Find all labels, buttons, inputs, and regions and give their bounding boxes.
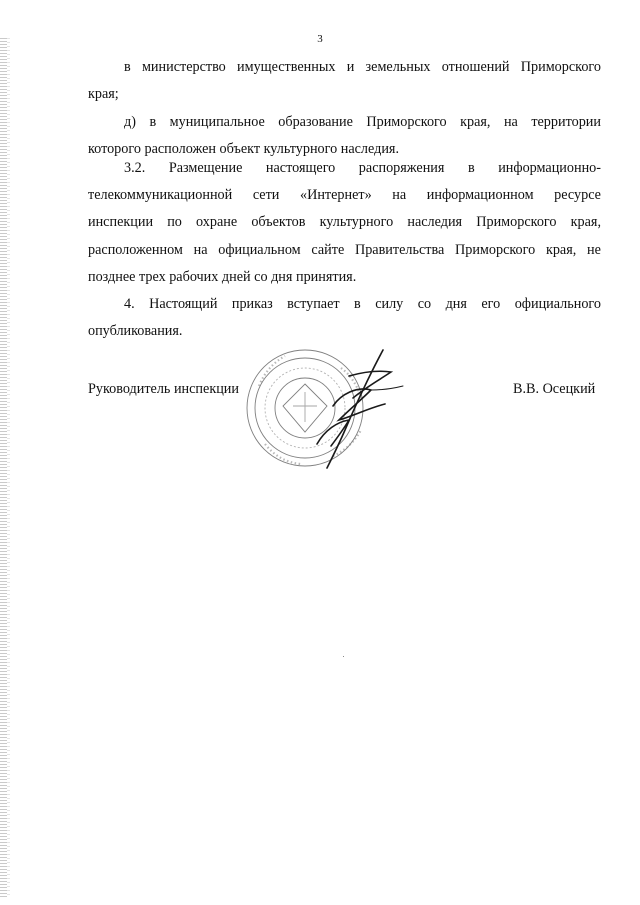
paragraph-line	[124, 296, 601, 313]
signer-name: В.В. Осецкий	[513, 381, 596, 397]
word: Приморского	[366, 114, 447, 130]
word: охране	[196, 214, 238, 230]
paragraph-line	[88, 214, 601, 231]
official-stamp-and-signature	[245, 346, 405, 476]
word: не	[587, 242, 601, 258]
word: распоряжения	[358, 160, 445, 176]
word: официального	[514, 296, 601, 312]
word: официальном	[218, 242, 301, 258]
paragraph-line: края;	[88, 86, 119, 102]
word: имущественных	[237, 59, 336, 75]
word: наследия	[407, 214, 463, 230]
word: Приморского	[520, 59, 601, 75]
word: Правительства	[354, 242, 445, 258]
word: культурного	[319, 214, 394, 230]
paragraph-line	[124, 59, 601, 76]
word: объектов	[251, 214, 306, 230]
word: «Интернет»	[299, 187, 372, 203]
word: и	[346, 59, 355, 75]
paragraph-line	[88, 242, 601, 259]
word: образование	[278, 114, 353, 130]
word: края,	[570, 214, 601, 230]
word: 4.	[124, 296, 135, 312]
word: информационном	[426, 187, 534, 203]
page-number: 3	[317, 33, 323, 45]
word: инспекции	[88, 214, 154, 230]
word: в	[149, 114, 157, 130]
word: в	[354, 296, 361, 312]
word: сети	[252, 187, 280, 203]
word: со	[417, 296, 432, 312]
word: отношений	[441, 59, 510, 75]
word: по	[167, 214, 182, 230]
word: Размещение	[168, 160, 243, 176]
word: вступает	[287, 296, 340, 312]
scan-dust-mark	[343, 656, 344, 657]
paragraph-line	[124, 114, 601, 131]
word: территории	[531, 114, 601, 130]
word: земельных	[365, 59, 431, 75]
word: 3.2.	[124, 160, 146, 176]
word: настоящего	[265, 160, 336, 176]
word: Настоящий	[149, 296, 218, 312]
word: силу	[375, 296, 404, 312]
word: Приморского	[454, 242, 536, 258]
word: приказ	[231, 296, 273, 312]
handwritten-signature	[317, 350, 403, 468]
word: края,	[460, 114, 491, 130]
word: в	[467, 160, 475, 176]
word: телекоммуникационной	[88, 187, 233, 203]
word: его	[481, 296, 501, 312]
word: ресурсе	[554, 187, 601, 203]
scan-edge-artifact-inner	[7, 38, 10, 898]
word: дня	[445, 296, 467, 312]
word: информационно-	[498, 160, 601, 176]
scan-edge-artifact	[0, 38, 7, 898]
paragraph-line: опубликования.	[88, 323, 183, 339]
word: в	[124, 59, 131, 75]
word: расположенном	[88, 242, 183, 258]
word: на	[503, 114, 518, 130]
word: муниципальное	[169, 114, 265, 130]
paragraph-line	[88, 187, 601, 204]
word: на	[193, 242, 208, 258]
paragraph-line: которого расположен объект культурного наследия.	[88, 141, 400, 157]
paragraph-line: позднее трех рабочих дней со дня принятия.	[88, 269, 357, 285]
word: д)	[124, 114, 136, 130]
word: сайте	[311, 242, 345, 258]
word: министерство	[141, 59, 226, 75]
word: Приморского	[476, 214, 557, 230]
paragraph-line	[124, 160, 601, 177]
word: края,	[545, 242, 577, 258]
word: на	[392, 187, 407, 203]
signer-position: Руководитель инспекции	[88, 381, 239, 397]
